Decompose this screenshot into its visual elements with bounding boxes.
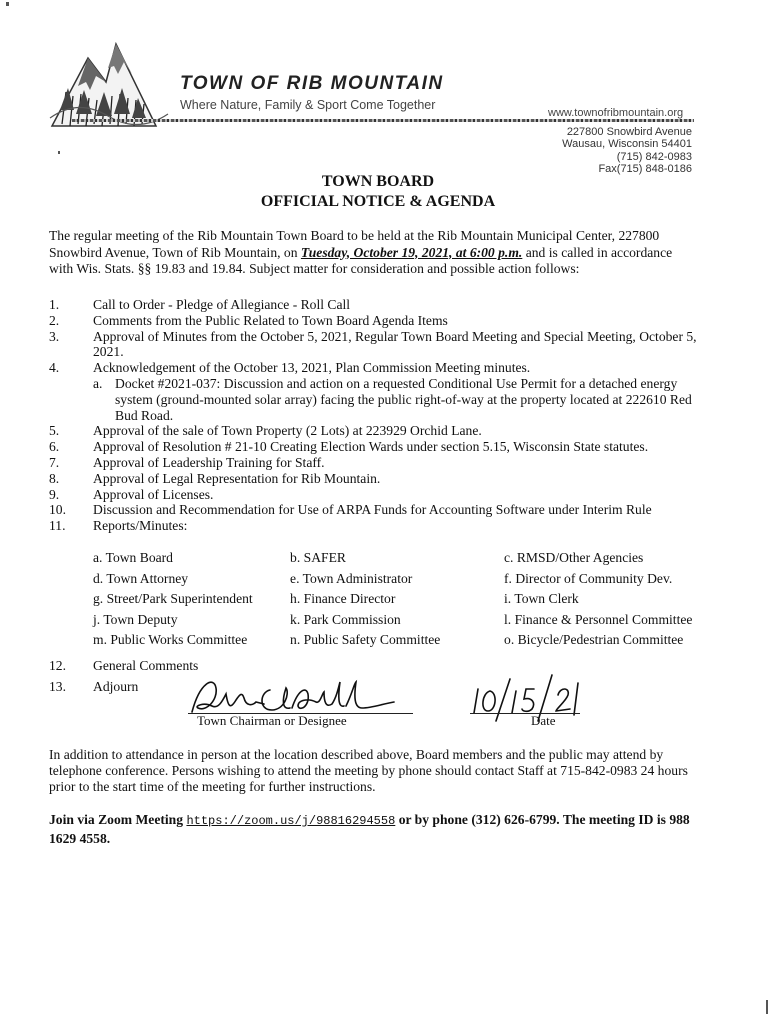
agenda-item-number: 7. — [49, 454, 60, 470]
reports-row — [93, 571, 713, 592]
agenda-item-text: Approval of Licenses. — [93, 486, 214, 502]
agenda-item-number: 11. — [49, 518, 66, 534]
town-tagline: Where Nature, Family & Sport Come Together — [180, 98, 436, 112]
report-entry: e. Town Administrator — [290, 570, 413, 586]
agenda-item-number: 3. — [49, 328, 60, 344]
agenda-item — [49, 423, 709, 439]
zoom-suffix: or by phone (312) 626-6799. The meeting ID is 988 1629 4558. — [49, 812, 690, 846]
agenda-item-number: 8. — [49, 470, 60, 486]
reports-row — [93, 550, 713, 571]
report-entry: c. RMSD/Other Agencies — [504, 550, 644, 565]
zoom-prefix: Join via Zoom Meeting — [49, 812, 187, 827]
date-label: Date — [531, 713, 556, 728]
agenda-item-number: 6. — [49, 439, 60, 455]
intro-text-start: The regular meeting of the Rib Mountain Town Board to be held at the Rib Mountain Municipal Center, 227800 Snowbird Avenue, Town of Rib Mountain, on — [49, 228, 660, 260]
reports-row — [93, 632, 713, 653]
agenda-item-number: 5. — [49, 423, 60, 439]
agenda-item-text: Reports/Minutes: — [93, 518, 188, 534]
agenda-list — [49, 297, 709, 534]
zoom-link[interactable]: https://zoom.us/j/98816294558 — [186, 814, 396, 828]
agenda-item-number: 1. — [49, 297, 60, 312]
scan-speck — [766, 1000, 768, 1014]
agenda-item — [49, 487, 709, 503]
report-entry: o. Bicycle/Pedestrian Committee — [504, 632, 684, 648]
document-subtitle: OFFICIAL NOTICE & AGENDA — [260, 193, 496, 210]
report-entry: h. Finance Director — [290, 591, 396, 607]
agenda-item-number: 13. — [49, 679, 66, 694]
agenda-item-text: Approval of the sale of Town Property (2 Lots) at 223929 Orchid Lane. — [93, 423, 482, 439]
agenda-item — [49, 518, 709, 534]
attendance-notice: In addition to attendance in person at the location described above, Board members and the public may attend by telephone conference. Persons wishing to attend the meeting by phone should contact Staff at 715-842-0983 24 hours prior to the start time of the meeting for further instructions. — [49, 747, 688, 794]
handwritten-date — [466, 669, 586, 723]
reports-row — [93, 591, 713, 612]
intro-text-end: and is called in accordance with Wis. Stats. §§ 19.83 and 19.84. Subject matter for consideration and possible action follows: — [49, 244, 673, 276]
scan-speck — [6, 2, 9, 6]
agenda-sub-item — [49, 376, 709, 423]
town-logo — [48, 38, 178, 130]
report-entry: l. Finance & Personnel Committee — [504, 611, 693, 627]
town-name: TOWN OF RIB MOUNTAIN — [180, 73, 444, 94]
agenda-item-text: Approval of Legal Representation for Rib Mountain. — [93, 470, 381, 486]
agenda-item — [49, 313, 709, 329]
agenda-item-text: Call to Order - Pledge of Allegiance - Roll Call — [93, 297, 351, 312]
agenda-item-number: 9. — [49, 486, 60, 502]
meeting-date: Tuesday, October 19, 2021, at 6:00 p.m. — [300, 244, 523, 260]
date-line — [470, 713, 580, 714]
agenda-item-number: 10. — [49, 502, 66, 518]
report-entry: b. SAFER — [290, 550, 346, 565]
report-entry: j. Town Deputy — [93, 611, 178, 627]
town-address — [562, 126, 692, 175]
website-link[interactable]: www.townofribmountain.org — [548, 107, 684, 119]
agenda-item-text: Approval of Minutes from the October 5, 2021, Regular Town Board Meeting and Special Meeting, October 5, 2021. — [93, 328, 697, 360]
agenda-item-number: 2. — [49, 312, 60, 328]
report-entry: n. Public Safety Committee — [290, 632, 441, 648]
report-entry: a. Town Board — [93, 550, 173, 565]
address-line: 227800 Snowbird Avenue — [566, 126, 692, 138]
agenda-item-text: Adjourn — [93, 679, 139, 694]
report-entry: i. Town Clerk — [504, 591, 579, 607]
report-entry: f. Director of Community Dev. — [504, 570, 673, 586]
reports-grid — [93, 550, 713, 653]
agenda-item-text: Comments from the Public Related to Town Board Agenda Items — [93, 312, 448, 328]
signature-label: Town Chairman or Designee — [197, 713, 347, 728]
zoom-info — [49, 811, 719, 847]
agenda-item-text: General Comments — [93, 658, 199, 673]
address-line: Fax(715) 848-0186 — [598, 162, 692, 175]
sub-item-letter: a. — [93, 375, 103, 391]
address-line: (715) 842-0983 — [616, 150, 692, 163]
report-entry: g. Street/Park Superintendent — [93, 591, 253, 607]
scan-speck — [58, 151, 60, 154]
document-title: TOWN BOARD — [321, 173, 435, 190]
report-entry: m. Public Works Committee — [93, 632, 248, 648]
agenda-item-text: Approval of Leadership Training for Staff. — [93, 454, 325, 470]
report-entry: d. Town Attorney — [93, 570, 189, 586]
agenda-item-number: 12. — [49, 658, 66, 673]
address-line: Wausau, Wisconsin 54401 — [562, 138, 692, 151]
agenda-item — [49, 455, 709, 471]
agenda-item — [49, 329, 709, 361]
agenda-item — [49, 471, 709, 487]
agenda-item-text: Discussion and Recommendation for Use of ARPA Funds for Accounting Software under Interim Rule — [93, 502, 652, 518]
agenda-item-text: Acknowledgement of the October 13, 2021, Plan Commission Meeting minutes. — [93, 360, 531, 376]
sub-item-text: Docket #2021-037: Discussion and action on a requested Conditional Use Permit for a detached energy system (ground-mounted solar array) facing the public right-of-way at the property located at 222610 Red Bud Road. — [115, 375, 692, 423]
meeting-intro — [49, 228, 699, 278]
agenda-item — [49, 297, 709, 313]
reports-row — [93, 612, 713, 633]
agenda-item — [49, 439, 709, 455]
agenda-item-text: Approval of Resolution # 21-10 Creating Election Wards under section 5.15, Wisconsin State statutes. — [93, 439, 649, 455]
report-entry: k. Park Commission — [290, 611, 401, 627]
agenda-item — [49, 502, 709, 518]
agenda-item — [49, 360, 709, 376]
agenda-item-number: 4. — [49, 360, 60, 376]
header-divider — [72, 119, 694, 122]
